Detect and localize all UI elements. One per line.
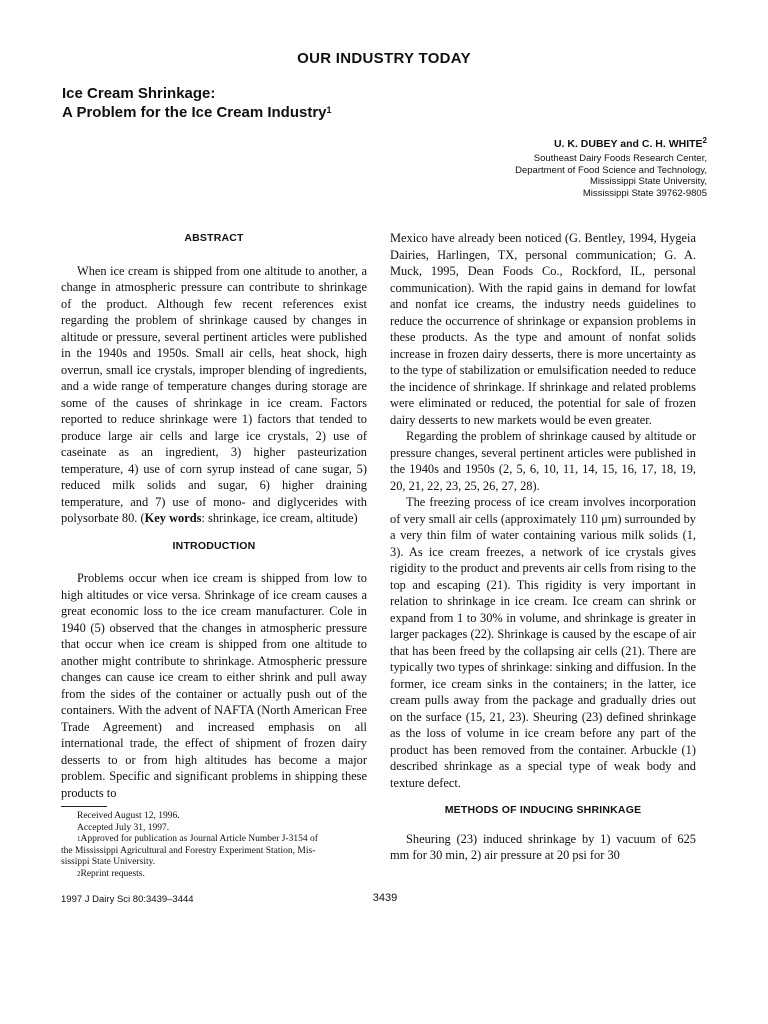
- introduction-body: Problems occur when ice cream is shipped from low to high altitudes or vice versa. Shrinkage of ice cream causes a great economic loss to the ice cream manufacturer. Cole in 1940 (5) observed that the changes in atmospheric pressure that occur when ice cream is shipped from one altitude to another might contribute to shrinkage. Atmospheric pressure changes can cause ice cream to either shrink and pull away from the sides of the container or actually push out of the containers. With the advent of NAFTA (North American Free Trade Agreement) and increased emphasis on all international trade, the effect of shipment of frozen dairy desserts to or from high altitudes has become a major problem. Specific and significant problems in shipping these products to: [61, 571, 367, 800]
- title-line-1: Ice Cream Shrinkage:: [62, 85, 216, 102]
- footnote-2-mark: 2: [77, 869, 81, 878]
- section-heading: OUR INDUSTRY TODAY: [297, 50, 471, 67]
- abstract-body: [61, 263, 367, 527]
- methods-heading: METHODS OF INDUCING SHRINKAGE: [444, 804, 642, 816]
- author-names-text: U. K. DUBEY and C. H. WHITE: [553, 138, 703, 150]
- keywords-text: : shrinkage, ice cream, altitude): [201, 511, 358, 525]
- author-names: [554, 138, 707, 150]
- footnote-rule: [61, 806, 107, 807]
- introduction-heading: INTRODUCTION: [172, 539, 256, 552]
- keywords-open: (: [140, 511, 145, 525]
- title-line-2: [62, 103, 622, 122]
- abstract-heading: ABSTRACT: [184, 232, 244, 244]
- title-footnote-mark: 1: [326, 105, 332, 115]
- article-title: [62, 84, 622, 122]
- accepted-note: Accepted July 31, 1997.: [77, 822, 170, 833]
- journal-citation: 1997 J Dairy Sci 80:3439–3444: [61, 894, 194, 905]
- keywords-label: Key words: [144, 511, 202, 525]
- footnotes: [61, 811, 361, 880]
- author-affiliation: [515, 153, 707, 199]
- body-paragraph-1: Mexico have already been noticed (G. Bentley, 1994, Hygeia Dairies, Harlingen, TX, personal communication; G. A. Muck, 1995, Dean Foods Co., Rockford, IL, personal communication). With the rapid gains in demand for lowfat and nonfat ice creams, the industry needs guidelines to reduce the occurrence of shrinkage or expansion problems in these products. As the type and amount of nonfat solids increase in frozen dairy desserts, there is more uncertainty as to the type of stabilization or emulsification needed to reduce the incidence of shrinkage. If shrinkage and related problems were eliminated or reduced, the potential for sale of frozen dairy desserts to new markets would be even greater.: [390, 231, 696, 427]
- footnote-1-line-3: sissippi State University.: [61, 857, 156, 867]
- footnote-2-text: Reprint requests.: [80, 868, 145, 879]
- affiliation-line: Mississippi State 39762-9805: [582, 187, 707, 199]
- footnote-1-line-2: the Mississippi Agricultural and Forestry Experiment Station, Mis-: [61, 845, 316, 856]
- footnote-1-line-1: Approved for publication as Journal Article Number J-3154 of: [80, 834, 318, 844]
- affiliation-line: Mississippi State University,: [589, 176, 707, 187]
- body-paragraph-3: The freezing process of ice cream involves incorporation of very small air cells (approximately 110 μm) surrounded by a very thin film of water containing various milk solids (1, 3). As ice cream freezes, a network of ice crystals gives rigidity to the product and prevents air cells from rising to the top and escaping (21). This rigidity is very important in relation to shrinkage in ice cream. Ice cream can shrink or expand from 1 to 30% in volume, and shrinkage is greater in larger packages (22). Shrinkage is caused by the escape of air that has been freed by the collapsing air cells (21). There are typically two types of shrinkage: sinking and diffusion. In the former, ice cream sinks in the containers; in the latter, ice cream pulls away from the package and gradually dries out on the surface (15, 21, 23). Sheuring (23) defined shrinkage as the loss of volume in ice cream before any part of the product has been removed from the container. Arbuckle (1) described shrinkage as a special type of weak body and texture defect.: [390, 495, 696, 790]
- title-line-2-text: A Problem for the Ice Cream Industry: [62, 104, 327, 121]
- page-number: 3439: [372, 892, 398, 904]
- right-column: [390, 230, 696, 864]
- body-paragraph-4: Sheuring (23) induced shrinkage by 1) vacuum of 625 mm for 30 min, 2) air pressure at 20 psi for 30: [390, 831, 696, 862]
- left-column: [61, 230, 367, 801]
- received-note: Received August 12, 1996.: [77, 811, 180, 821]
- footnote-1: [61, 834, 361, 846]
- author-footnote-mark: 2: [702, 136, 707, 145]
- footnote-2: [61, 869, 361, 881]
- affiliation-line: Department of Food Science and Technology,: [515, 164, 707, 176]
- footnote-1-mark: 1: [77, 835, 81, 843]
- abstract-text: When ice cream is shipped from one altitude to another, a change in atmospheric pressure can contribute to shrinkage of the product. Although few recent references exist regarding the problem of shrinkage caused by changes in altitude or pressure, several pertinent articles were published in the 1940s and 1950s. Small air cells, heat shock, high overrun, small ice crystals, improper blending of ingredients, and a wide range of temperature changes during storage are some of the causes of shrinkage in ice cream. Factors reported to reduce shrinkage were 1) factors that tended to produce large air cells and large ice crystals, 2) use of caseinate as an ingredient, 3) higher pasteurization temperature, 4) use of corn syrup instead of cane sugar, 5) reduced milk solids and sugar, 6) higher draining temperature, and 7) use of mono- and diglycerides with polysorbate 80.: [61, 263, 367, 525]
- body-paragraph-2: Regarding the problem of shrinkage caused by altitude or pressure changes, several pertinent articles were published in the 1940s and 1950s (2, 5, 6, 10, 11, 14, 15, 16, 17, 18, 19, 20, 21, 22, 23, 25, 26, 27, 28).: [390, 429, 696, 493]
- affiliation-line: Southeast Dairy Foods Research Center,: [533, 153, 707, 164]
